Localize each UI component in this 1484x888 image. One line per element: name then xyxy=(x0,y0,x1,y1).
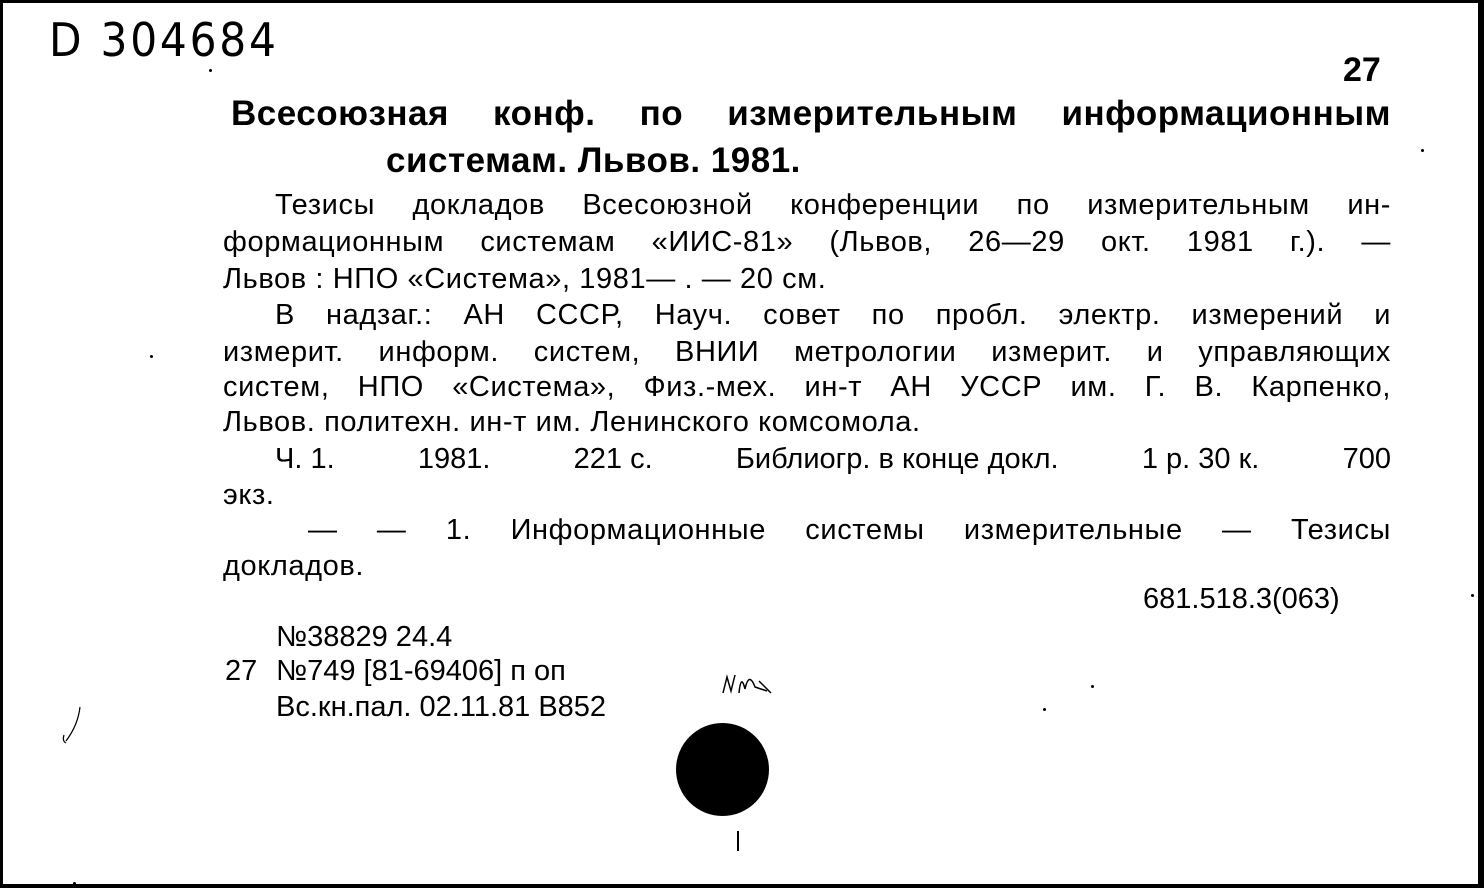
description-line-1: Тезисы докладов Всесоюзной конференции по измерительным ин- xyxy=(275,189,1391,221)
header-note-line-1: В надзаг.: АН СССР, Науч. совет по пробл. электр. измерений и xyxy=(275,299,1391,331)
speck xyxy=(209,69,212,72)
speck xyxy=(150,355,153,358)
description-line-2: формационным системам «ИИС-81» (Львов, 26—29 окт. 1981 г.). — xyxy=(223,226,1391,258)
book-chamber-number: №749 [81-69406] п оп xyxy=(276,655,566,687)
description-line-3: Львов : НПО «Система», 1981— . — 20 см. xyxy=(223,263,827,295)
title-line-2: системам. Львов. 1981. xyxy=(386,141,801,180)
volume-year: 1981. xyxy=(417,443,491,475)
shelf-prefix: 27 xyxy=(225,655,258,687)
speck xyxy=(1421,149,1424,152)
volume-bibliography: Библиогр. в конце докл. xyxy=(735,443,1059,475)
speck xyxy=(1471,594,1474,597)
speck xyxy=(1091,685,1094,688)
volume-copies: 700 xyxy=(1342,443,1391,475)
punch-hole xyxy=(676,723,769,816)
page-number: 27 xyxy=(1343,51,1381,89)
handwritten-mark xyxy=(719,663,779,703)
volume-part: Ч. 1. xyxy=(275,443,335,475)
volume-pages: 221 с. xyxy=(573,443,653,475)
subject-heading-line-1: — — 1. Информационные системы измерительные — Тезисы xyxy=(308,514,1391,546)
udc-index: 681.518.3(063) xyxy=(1143,583,1340,615)
register-line: Вс.кн.пал. 02.11.81 В852 xyxy=(276,691,607,723)
volume-line xyxy=(275,443,1391,476)
subject-heading-line-2: докладов. xyxy=(223,550,365,582)
volume-price: 1 р. 30 к. xyxy=(1141,443,1260,475)
speck xyxy=(1043,708,1046,711)
title-line-1: Всесоюзная конф. по измерительным информационным xyxy=(231,94,1391,133)
header-note-line-2: измерит. информ. систем, ВНИИ метрологии измерит. и управляющих xyxy=(223,336,1391,368)
inventory-number: D 304684 xyxy=(49,13,279,67)
speck xyxy=(73,882,76,885)
order-number: №38829 24.4 xyxy=(276,621,453,653)
margin-pencil-mark xyxy=(58,705,88,745)
header-note-line-3: систем, НПО «Система», Физ.-мех. ин-т АН УССР им. Г. В. Карпенко, xyxy=(223,371,1391,403)
volume-copies-unit: экз. xyxy=(223,479,275,511)
header-note-line-4: Львов. политехн. ин-т им. Ленинского комсомола. xyxy=(223,406,921,438)
punch-tick xyxy=(737,831,739,851)
